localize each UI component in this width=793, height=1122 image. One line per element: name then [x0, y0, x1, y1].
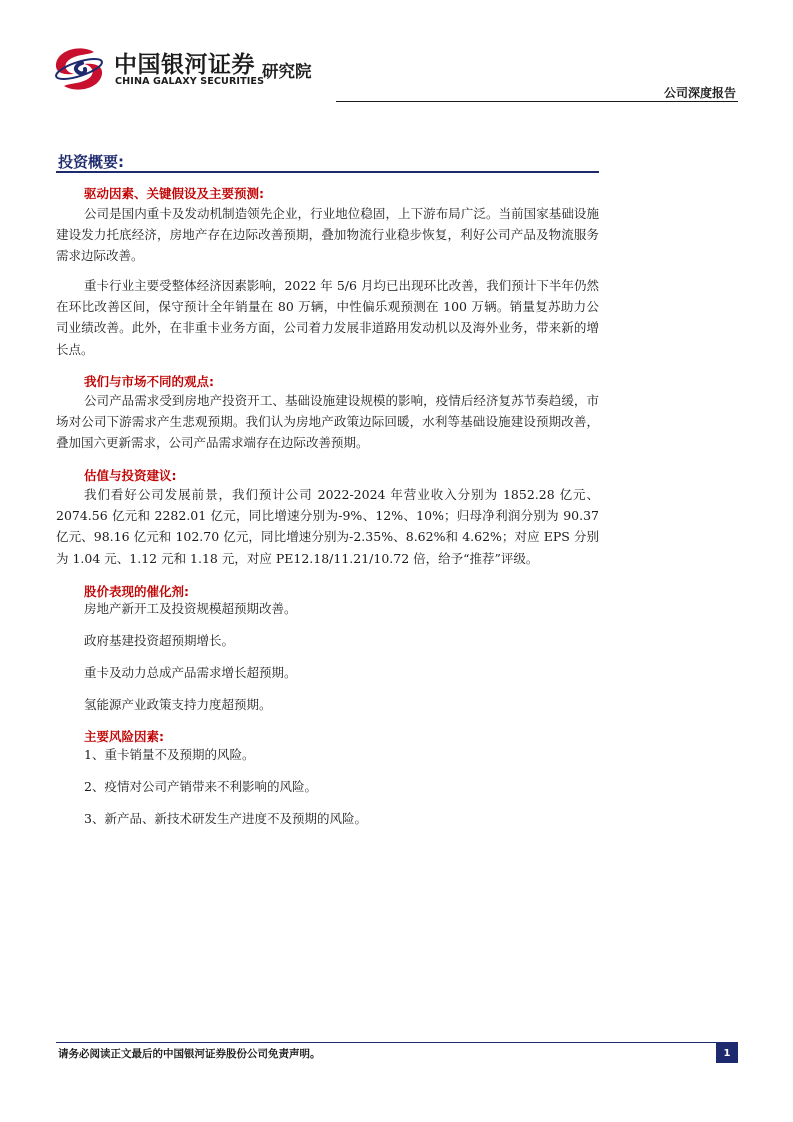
footer-divider — [56, 1042, 738, 1043]
valuation-paragraph: 我们看好公司发展前景，我们预计公司 2022-2024 年营业收入分别为 1852.28 亿元、2074.56 亿元和 2282.01 亿元，同比增速分别为-9%、12%、10%；归母净利润分别为 90.37 亿元、98.16 亿元和 102.70 亿元，同比增速分别为-2.35%、8.62%和 4.62%；对应 EPS 分别为 1.04 元、1.12 元和 1.18 元，对应 PE12.18/11.21/10.72 倍，给予“推荐”评级。 — [56, 487, 599, 566]
risks-heading: 主要风险因素: — [84, 729, 164, 744]
drivers-heading: 驱动因素、关键假设及主要预测: — [84, 186, 264, 201]
report-type-label: 公司深度报告 — [663, 86, 736, 100]
drivers-paragraph-1: 公司是国内重卡及发动机制造领先企业，行业地位稳固，上下游布局广泛。当前国家基础设施建设发力托底经济，房地产存在边际改善预期，叠加物流行业稳步恢复，利好公司产品及物流服务需求边际改善。 — [56, 206, 599, 264]
page-number-text: 1 — [723, 1047, 731, 1059]
risk-item: 1、重卡销量不及预期的风险。 — [84, 747, 255, 762]
views-heading: 我们与市场不同的观点: — [84, 374, 214, 389]
catalysts-heading: 股价表现的催化剂: — [84, 584, 189, 599]
views-paragraph: 公司产品需求受到房地产投资开工、基础设施建设规模的影响，疫情后经济复苏节奏趋缓，市场对公司下游需求产生悲观预期。我们认为房地产政策边际回暖，水利等基础设施建设预期改善，叠加国六更新需求，公司产品需求端存在边际改善预期。 — [56, 393, 599, 451]
catalyst-item: 重卡及动力总成产品需求增长超预期。 — [84, 665, 297, 680]
valuation-heading: 估值与投资建议: — [84, 468, 177, 483]
header-divider — [336, 101, 738, 102]
disclaimer-note: 请务必阅读正文最后的中国银河证券股份公司免责声明。 — [58, 1048, 321, 1060]
drivers-paragraph-2: 重卡行业主要受整体经济因素影响，2022 年 5/6 月均已出现环比改善，我们预计下半年仍然在环比改善区间，保守预计全年销量在 80 万辆，中性偏乐观预测在 100 万辆。销量复苏助力公司业绩改善。此外，在非重卡业务方面，公司着力发展非道路用发动机以及海外业务，带来新的增长点。 — [56, 278, 599, 357]
catalyst-item: 氢能源产业政策支持力度超预期。 — [84, 697, 272, 712]
section-title: 投资概要: — [58, 153, 124, 171]
section-divider — [56, 171, 599, 173]
risk-item: 2、疫情对公司产销带来不利影响的风险。 — [84, 779, 317, 794]
institute-label: 研究院 — [262, 62, 312, 81]
risk-item: 3、新产品、新技术研发生产进度不及预期的风险。 — [84, 811, 367, 826]
galaxy-s-logo-icon — [52, 46, 106, 92]
catalyst-item: 政府基建投资超预期增长。 — [84, 633, 235, 648]
brand-name-cn: 中国银河证券 — [114, 52, 255, 78]
page-number — [716, 1043, 738, 1063]
brand-name-en: CHINA GALAXY SECURITIES — [115, 76, 265, 87]
catalyst-item: 房地产新开工及投资规模超预期改善。 — [84, 601, 297, 616]
